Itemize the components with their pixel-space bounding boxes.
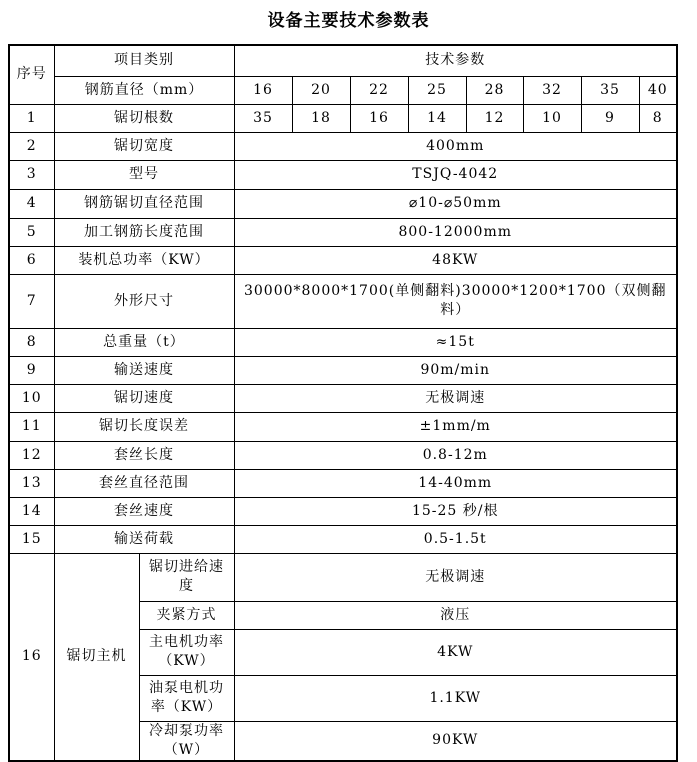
sub-label-cell: 锯切进给速度: [139, 553, 234, 601]
row-value-cell: 400mm: [234, 132, 677, 160]
sub-label-cell: 主电机功率（KW）: [139, 629, 234, 675]
row-label-cell: 锯切速度: [54, 384, 234, 412]
count-value-cell: 10: [523, 104, 581, 132]
row-value-cell: ≈15t: [234, 328, 677, 356]
group-label-cell: 锯切主机: [54, 553, 139, 761]
page-title: 设备主要技术参数表: [267, 11, 430, 31]
table-row: [9, 218, 677, 246]
row-label-cell: 套丝速度: [54, 497, 234, 525]
diameter-label-cell: 钢筋直径（mm）: [54, 76, 234, 104]
row-number-cell: 9: [9, 356, 54, 384]
row-value-cell: 90m/min: [234, 356, 677, 384]
row-label-cell: 外形尺寸: [54, 274, 234, 328]
row-label-cell: 锯切根数: [54, 104, 234, 132]
row-label-cell: 锯切长度误差: [54, 412, 234, 441]
diameter-value-cell: 22: [350, 76, 408, 104]
table-row: [9, 160, 677, 189]
row-number-cell: 3: [9, 160, 54, 189]
header-tech-cell: 技术参数: [234, 45, 677, 76]
row-number-cell: 13: [9, 469, 54, 497]
header-category-cell: 项目类别: [54, 45, 234, 76]
count-value-cell: 12: [466, 104, 523, 132]
sub-value-cell: 1.1KW: [234, 675, 677, 721]
row-label-cell: 总重量（t）: [54, 328, 234, 356]
diameter-value-cell: 40: [639, 76, 677, 104]
spec-table: [8, 44, 678, 762]
sub-value-cell: 无极调速: [234, 553, 677, 601]
row-label-cell: 加工钢筋长度范围: [54, 218, 234, 246]
header-seq-cell: 序号: [9, 45, 54, 104]
row-number-cell: 6: [9, 246, 54, 274]
row-value-cell: 30000*8000*1700(单侧翻料)30000*1200*1700（双侧翻料）: [234, 274, 677, 328]
table-row: [9, 553, 677, 601]
table-row: [9, 132, 677, 160]
row-value-cell: 0.8-12m: [234, 441, 677, 469]
table-row: [9, 328, 677, 356]
row-number-cell: 1: [9, 104, 54, 132]
table-row: [9, 412, 677, 441]
row-value-cell: ±1mm/m: [234, 412, 677, 441]
table-row: [9, 356, 677, 384]
row-label-cell: 型号: [54, 160, 234, 189]
row-number-cell: 4: [9, 189, 54, 218]
sub-label-cell: 冷却泵功率（W）: [139, 721, 234, 761]
table-row: [9, 525, 677, 553]
row-value-cell: 0.5-1.5t: [234, 525, 677, 553]
row-number-cell: 16: [9, 553, 54, 761]
count-value-cell: 18: [292, 104, 350, 132]
sub-value-cell: 4KW: [234, 629, 677, 675]
diameter-value-cell: 20: [292, 76, 350, 104]
count-value-cell: 9: [581, 104, 639, 132]
diameter-value-cell: 32: [523, 76, 581, 104]
sub-value-cell: 液压: [234, 601, 677, 629]
row-value-cell: 48KW: [234, 246, 677, 274]
row-number-cell: 12: [9, 441, 54, 469]
row-number-cell: 2: [9, 132, 54, 160]
row-label-cell: 套丝直径范围: [54, 469, 234, 497]
diameter-value-cell: 35: [581, 76, 639, 104]
table-row: [9, 274, 677, 328]
diameter-value-cell: 25: [408, 76, 466, 104]
table-row: [9, 441, 677, 469]
row-label-cell: 输送速度: [54, 356, 234, 384]
row-number-cell: 7: [9, 274, 54, 328]
table-row: [9, 497, 677, 525]
row-number-cell: 5: [9, 218, 54, 246]
row-number-cell: 10: [9, 384, 54, 412]
row-value-cell: ⌀10-⌀50mm: [234, 189, 677, 218]
row-value-cell: 15-25 秒/根: [234, 497, 677, 525]
table-row: [9, 469, 677, 497]
row-label-cell: 套丝长度: [54, 441, 234, 469]
row-number-cell: 8: [9, 328, 54, 356]
table-row: [9, 384, 677, 412]
row-value-cell: 14-40mm: [234, 469, 677, 497]
row-value-cell: TSJQ-4042: [234, 160, 677, 189]
row-label-cell: 输送荷载: [54, 525, 234, 553]
table-row: [9, 246, 677, 274]
diameter-row: [9, 76, 677, 104]
header-row: [9, 45, 677, 76]
row-number-cell: 14: [9, 497, 54, 525]
sub-label-cell: 夹紧方式: [139, 601, 234, 629]
table-row: [9, 189, 677, 218]
row-label-cell: 锯切宽度: [54, 132, 234, 160]
row-value-cell: 800-12000mm: [234, 218, 677, 246]
table-row: [9, 104, 677, 132]
diameter-value-cell: 28: [466, 76, 523, 104]
count-value-cell: 14: [408, 104, 466, 132]
row-label-cell: 装机总功率（KW）: [54, 246, 234, 274]
diameter-value-cell: 16: [234, 76, 292, 104]
count-value-cell: 8: [639, 104, 677, 132]
sub-label-cell: 油泵电机功率（KW）: [139, 675, 234, 721]
row-number-cell: 15: [9, 525, 54, 553]
row-label-cell: 钢筋锯切直径范围: [54, 189, 234, 218]
sub-value-cell: 90KW: [234, 721, 677, 761]
count-value-cell: 35: [234, 104, 292, 132]
count-value-cell: 16: [350, 104, 408, 132]
row-value-cell: 无极调速: [234, 384, 677, 412]
row-number-cell: 11: [9, 412, 54, 441]
